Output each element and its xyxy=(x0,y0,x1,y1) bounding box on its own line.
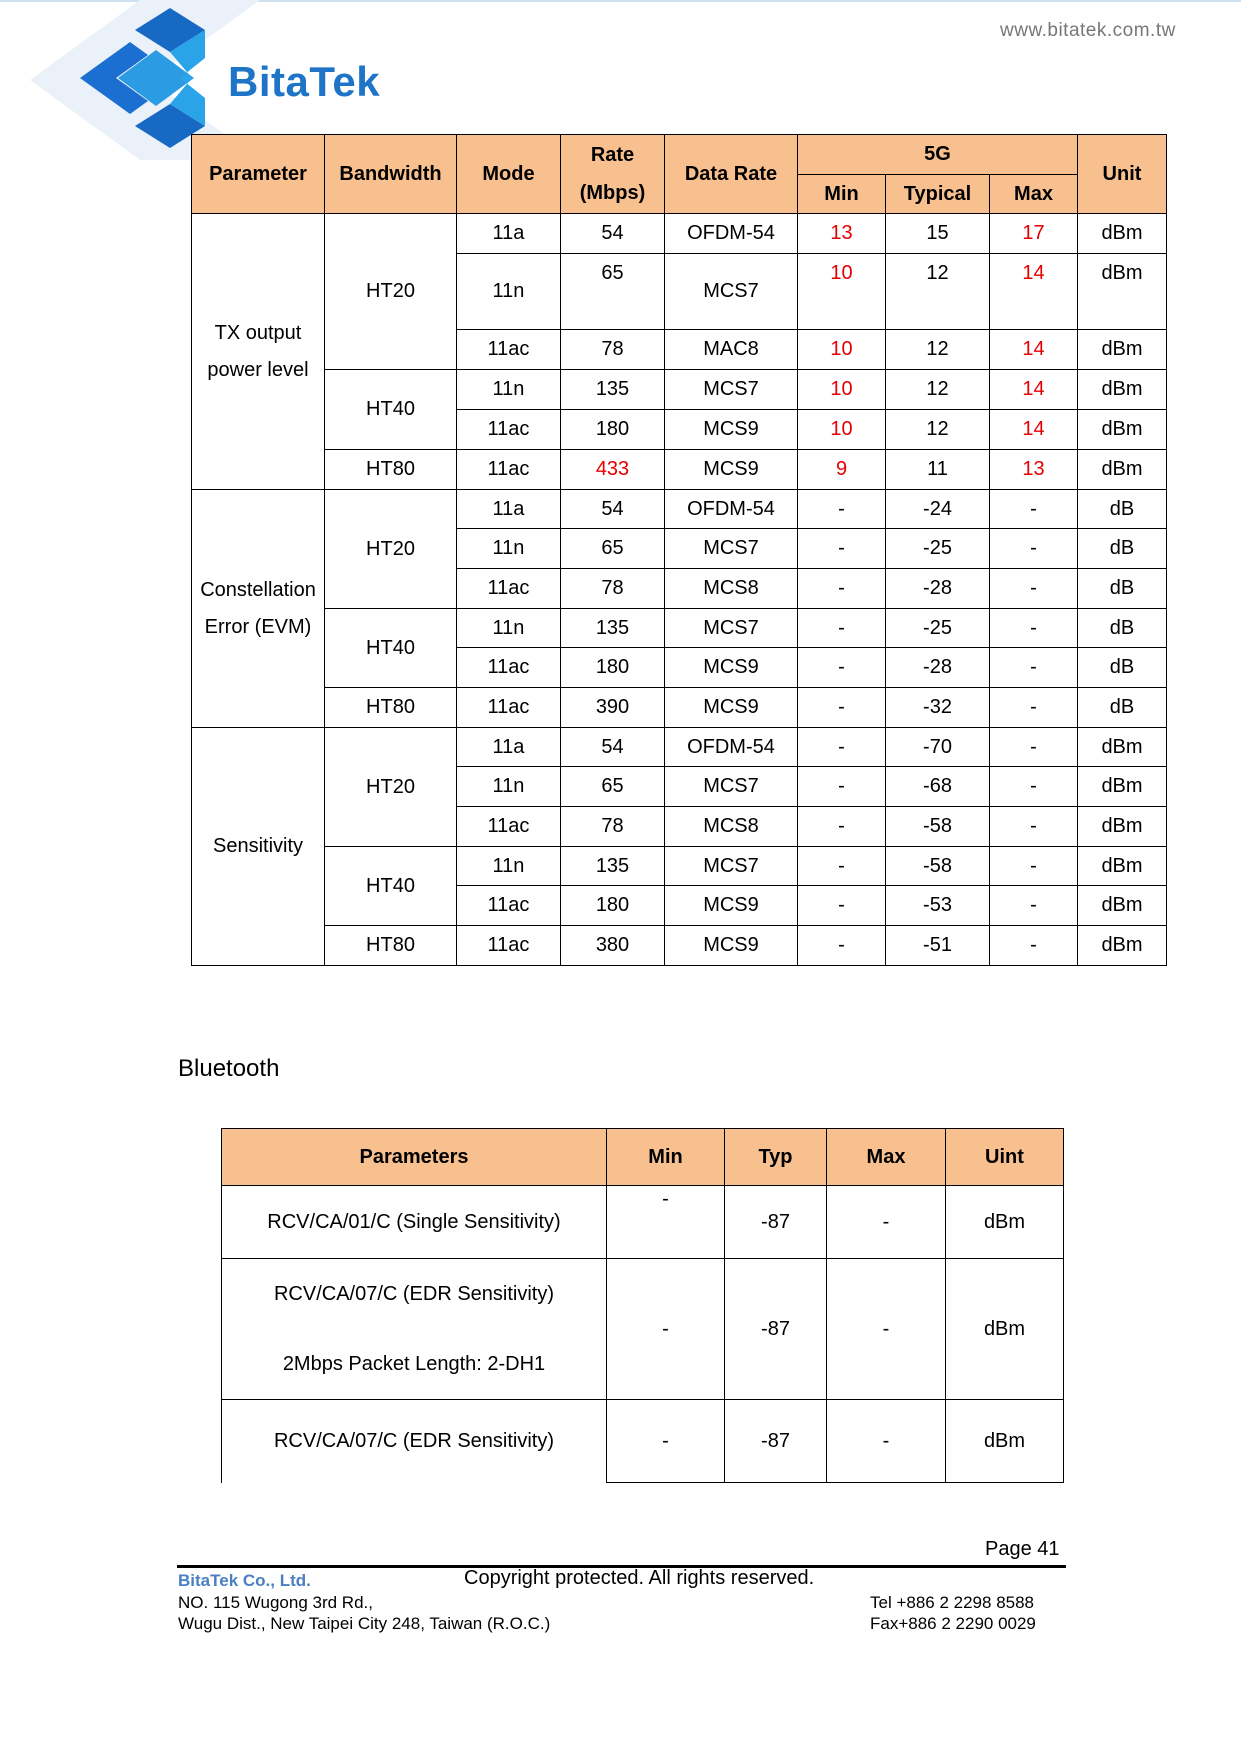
page-number: Page 41 xyxy=(985,1538,1060,1560)
evm-label xyxy=(192,490,325,728)
mode-cell: 11a xyxy=(457,728,561,767)
bandwidth-cell: HT40 xyxy=(325,609,457,688)
mode-cell: 11a xyxy=(457,490,561,529)
min-cell: - xyxy=(798,490,886,529)
max-cell: 14 xyxy=(990,330,1078,370)
header-parameter: Parameter xyxy=(192,135,325,214)
bt-min-cell: - xyxy=(607,1259,725,1400)
min-cell: - xyxy=(798,648,886,688)
sensitivity-label: Sensitivity xyxy=(192,728,325,966)
mode-cell: 11ac xyxy=(457,410,561,450)
typical-cell: -28 xyxy=(886,569,990,609)
data-rate-cell: MCS7 xyxy=(665,254,798,330)
header-bandwidth: Bandwidth xyxy=(325,135,457,214)
rate-cell: 180 xyxy=(561,410,665,450)
max-cell: - xyxy=(990,569,1078,609)
rate-cell: 180 xyxy=(561,886,665,926)
footer-fax: Fax+886 2 2290 0029 xyxy=(870,1614,1036,1633)
table-row xyxy=(222,1186,1064,1259)
unit-cell: dB xyxy=(1078,688,1167,728)
unit-cell: dBm xyxy=(1078,410,1167,450)
header-5g: 5G xyxy=(798,135,1078,175)
table-row xyxy=(192,370,1167,410)
typical-cell: -25 xyxy=(886,609,990,648)
mode-cell: 11ac xyxy=(457,807,561,847)
max-cell: - xyxy=(990,648,1078,688)
bt-header-parameters: Parameters xyxy=(222,1129,607,1186)
bt-param-cell xyxy=(222,1259,607,1400)
bt-header-min: Min xyxy=(607,1129,725,1186)
min-cell: - xyxy=(798,767,886,807)
bluetooth-spec-table xyxy=(221,1128,1064,1483)
table-row xyxy=(222,1400,1064,1483)
mode-cell: 11ac xyxy=(457,569,561,609)
rate-cell: 65 xyxy=(561,254,665,330)
min-cell: 10 xyxy=(798,410,886,450)
rate-cell: 54 xyxy=(561,728,665,767)
bt-max-cell: - xyxy=(827,1400,946,1483)
min-cell: 9 xyxy=(798,450,886,490)
max-cell: - xyxy=(990,926,1078,966)
typical-cell: -51 xyxy=(886,926,990,966)
rate-cell: 65 xyxy=(561,767,665,807)
footer-address-line2: Wugu Dist., New Taipei City 248, Taiwan (R.O.C.) xyxy=(178,1614,551,1633)
bt-param-cell: RCV/CA/01/C (Single Sensitivity) xyxy=(222,1186,607,1259)
website-url: www.bitatek.com.tw xyxy=(1000,20,1176,41)
min-cell: - xyxy=(798,886,886,926)
max-cell: - xyxy=(990,688,1078,728)
mode-cell: 11ac xyxy=(457,688,561,728)
header-min: Min xyxy=(798,175,886,214)
data-rate-cell: OFDM-54 xyxy=(665,214,798,254)
bt-header-unit: Uint xyxy=(946,1129,1064,1186)
mode-cell: 11ac xyxy=(457,330,561,370)
max-cell: 14 xyxy=(990,410,1078,450)
header-rate-line2: (Mbps) xyxy=(579,182,646,204)
min-cell: - xyxy=(798,688,886,728)
tx-power-label xyxy=(192,214,325,490)
unit-cell: dBm xyxy=(1078,254,1167,330)
data-rate-cell: MCS9 xyxy=(665,886,798,926)
bt-max-cell: - xyxy=(827,1259,946,1400)
rate-cell: 380 xyxy=(561,926,665,966)
mode-cell: 11ac xyxy=(457,450,561,490)
footer-company: BitaTek Co., Ltd. xyxy=(178,1571,311,1590)
max-cell: - xyxy=(990,767,1078,807)
mode-cell: 11n xyxy=(457,847,561,886)
header-typical: Typical xyxy=(886,175,990,214)
tx-label-line1: TX output xyxy=(214,321,302,344)
min-cell: 10 xyxy=(798,330,886,370)
data-rate-cell: MCS7 xyxy=(665,609,798,648)
max-cell: - xyxy=(990,847,1078,886)
unit-cell: dBm xyxy=(1078,886,1167,926)
data-rate-cell: MAC8 xyxy=(665,330,798,370)
rate-cell: 135 xyxy=(561,609,665,648)
min-cell: - xyxy=(798,807,886,847)
brand-name: BitaTek xyxy=(228,58,381,105)
min-cell: - xyxy=(798,569,886,609)
typical-cell: 12 xyxy=(886,330,990,370)
bt-unit-cell: dBm xyxy=(946,1400,1064,1483)
footer-copyright: Copyright protected. All rights reserved. xyxy=(464,1567,815,1589)
bt-param-line1: RCV/CA/07/C (EDR Sensitivity) xyxy=(273,1283,555,1305)
typical-cell: 12 xyxy=(886,410,990,450)
header-rate xyxy=(561,135,665,214)
unit-cell: dBm xyxy=(1078,728,1167,767)
table-row xyxy=(192,728,1167,767)
bt-unit-cell: dBm xyxy=(946,1186,1064,1259)
unit-cell: dB xyxy=(1078,490,1167,529)
mode-cell: 11ac xyxy=(457,886,561,926)
header-unit: Unit xyxy=(1078,135,1167,214)
unit-cell: dBm xyxy=(1078,926,1167,966)
min-cell: - xyxy=(798,609,886,648)
footer-address-line1: NO. 115 Wugong 3rd Rd., xyxy=(178,1593,373,1612)
bandwidth-cell: HT40 xyxy=(325,370,457,450)
unit-cell: dBm xyxy=(1078,330,1167,370)
unit-cell: dB xyxy=(1078,609,1167,648)
max-cell: 13 xyxy=(990,450,1078,490)
min-cell: 13 xyxy=(798,214,886,254)
bluetooth-section-title: Bluetooth xyxy=(178,1055,280,1082)
data-rate-cell: MCS8 xyxy=(665,569,798,609)
max-cell: - xyxy=(990,886,1078,926)
rate-cell: 78 xyxy=(561,330,665,370)
table-row xyxy=(192,214,1167,254)
bt-typ-cell: -87 xyxy=(725,1259,827,1400)
typical-cell: 15 xyxy=(886,214,990,254)
data-rate-cell: MCS9 xyxy=(665,688,798,728)
table-row xyxy=(192,450,1167,490)
data-rate-cell: MCS7 xyxy=(665,847,798,886)
max-cell: 14 xyxy=(990,370,1078,410)
rate-cell: 180 xyxy=(561,648,665,688)
bt-min-cell: - xyxy=(607,1186,725,1259)
unit-cell: dBm xyxy=(1078,214,1167,254)
max-cell: - xyxy=(990,490,1078,529)
bt-header-max: Max xyxy=(827,1129,946,1186)
data-rate-cell: MCS7 xyxy=(665,529,798,569)
table-row xyxy=(192,688,1167,728)
bandwidth-cell: HT20 xyxy=(325,214,457,370)
typical-cell: -28 xyxy=(886,648,990,688)
header-data-rate: Data Rate xyxy=(665,135,798,214)
bt-unit-cell: dBm xyxy=(946,1259,1064,1400)
data-rate-cell: OFDM-54 xyxy=(665,728,798,767)
min-cell: - xyxy=(798,728,886,767)
bt-header-typ: Typ xyxy=(725,1129,827,1186)
bt-typ-cell: -87 xyxy=(725,1400,827,1483)
typical-cell: -58 xyxy=(886,847,990,886)
bt-typ-cell: -87 xyxy=(725,1186,827,1259)
bt-param-cell: RCV/CA/07/C (EDR Sensitivity) xyxy=(222,1400,607,1483)
max-cell: 17 xyxy=(990,214,1078,254)
typical-cell: -70 xyxy=(886,728,990,767)
unit-cell: dBm xyxy=(1078,450,1167,490)
mode-cell: 11n xyxy=(457,609,561,648)
max-cell: - xyxy=(990,529,1078,569)
min-cell: - xyxy=(798,847,886,886)
rate-cell: 78 xyxy=(561,569,665,609)
rate-cell: 54 xyxy=(561,490,665,529)
max-cell: - xyxy=(990,807,1078,847)
rate-cell: 433 xyxy=(561,450,665,490)
rate-cell: 65 xyxy=(561,529,665,569)
unit-cell: dB xyxy=(1078,529,1167,569)
bandwidth-cell: HT80 xyxy=(325,926,457,966)
table-row xyxy=(192,609,1167,648)
mode-cell: 11ac xyxy=(457,648,561,688)
rate-cell: 135 xyxy=(561,370,665,410)
rate-cell: 54 xyxy=(561,214,665,254)
unit-cell: dBm xyxy=(1078,370,1167,410)
table-row xyxy=(192,847,1167,886)
typical-cell: -58 xyxy=(886,807,990,847)
mode-cell: 11n xyxy=(457,254,561,330)
data-rate-cell: MCS8 xyxy=(665,807,798,847)
rate-cell: 78 xyxy=(561,807,665,847)
evm-label-line2: Error (EVM) xyxy=(204,615,312,638)
bandwidth-cell: HT20 xyxy=(325,490,457,609)
data-rate-cell: MCS9 xyxy=(665,926,798,966)
mode-cell: 11n xyxy=(457,370,561,410)
max-cell: - xyxy=(990,728,1078,767)
data-rate-cell: OFDM-54 xyxy=(665,490,798,529)
wifi-5g-spec-table xyxy=(191,134,1167,966)
table-row xyxy=(192,490,1167,529)
bandwidth-cell: HT20 xyxy=(325,728,457,847)
min-cell: - xyxy=(798,529,886,569)
typical-cell: 12 xyxy=(886,254,990,330)
evm-label-line1: Constellation xyxy=(200,578,316,601)
bandwidth-cell: HT80 xyxy=(325,450,457,490)
typical-cell: -53 xyxy=(886,886,990,926)
min-cell: 10 xyxy=(798,254,886,330)
bt-param-line2: 2Mbps Packet Length: 2-DH1 xyxy=(282,1353,546,1375)
typical-cell: -68 xyxy=(886,767,990,807)
unit-cell: dB xyxy=(1078,648,1167,688)
bt-max-cell: - xyxy=(827,1186,946,1259)
header-max: Max xyxy=(990,175,1078,214)
typical-cell: -24 xyxy=(886,490,990,529)
table-row xyxy=(222,1259,1064,1400)
mode-cell: 11a xyxy=(457,214,561,254)
header-mode: Mode xyxy=(457,135,561,214)
typical-cell: 11 xyxy=(886,450,990,490)
rate-cell: 135 xyxy=(561,847,665,886)
footer-tel: Tel +886 2 2298 8588 xyxy=(870,1593,1035,1612)
bt-min-cell: - xyxy=(607,1400,725,1483)
unit-cell: dBm xyxy=(1078,767,1167,807)
data-rate-cell: MCS9 xyxy=(665,410,798,450)
min-cell: 10 xyxy=(798,370,886,410)
typical-cell: -25 xyxy=(886,529,990,569)
data-rate-cell: MCS9 xyxy=(665,648,798,688)
tx-label-line2: power level xyxy=(207,358,309,381)
table-row xyxy=(192,926,1167,966)
max-cell: 14 xyxy=(990,254,1078,330)
mode-cell: 11ac xyxy=(457,926,561,966)
data-rate-cell: MCS7 xyxy=(665,767,798,807)
data-rate-cell: MCS9 xyxy=(665,450,798,490)
data-rate-cell: MCS7 xyxy=(665,370,798,410)
header-rate-line1: Rate xyxy=(590,144,635,166)
max-cell: - xyxy=(990,609,1078,648)
typical-cell: 12 xyxy=(886,370,990,410)
rate-cell: 390 xyxy=(561,688,665,728)
mode-cell: 11n xyxy=(457,529,561,569)
bandwidth-cell: HT40 xyxy=(325,847,457,926)
unit-cell: dB xyxy=(1078,569,1167,609)
unit-cell: dBm xyxy=(1078,847,1167,886)
min-cell: - xyxy=(798,926,886,966)
bandwidth-cell: HT80 xyxy=(325,688,457,728)
mode-cell: 11n xyxy=(457,767,561,807)
typical-cell: -32 xyxy=(886,688,990,728)
unit-cell: dBm xyxy=(1078,807,1167,847)
